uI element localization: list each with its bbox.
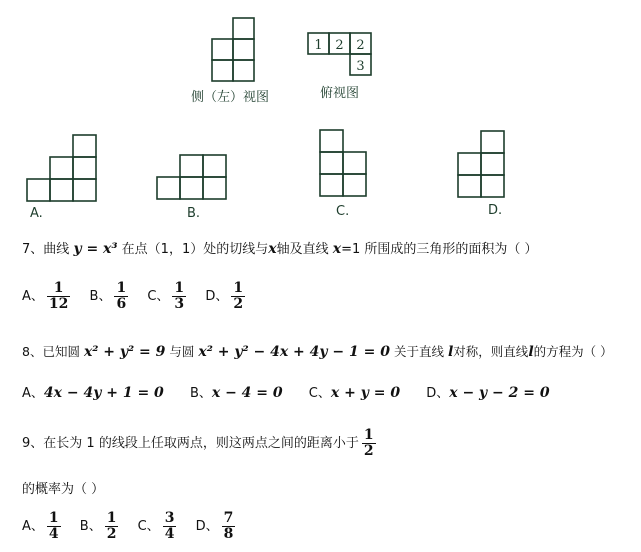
numerator: 3: [164, 510, 175, 526]
numerator: 1: [116, 280, 127, 296]
fraction: [47, 511, 61, 542]
top-view-number: 2: [335, 38, 344, 53]
stem-text: 已知圆: [42, 344, 80, 359]
choice-c-label: C.: [336, 204, 350, 219]
top-view-number: 3: [356, 59, 365, 74]
question-8-options: [22, 382, 550, 401]
fraction: [172, 281, 186, 312]
option-label: D、: [195, 519, 219, 534]
stem-text: 曲线: [43, 242, 70, 257]
stem-text: 与圆: [169, 344, 195, 359]
fraction: [47, 281, 70, 312]
choice-c-figure: [320, 130, 366, 196]
top-view-number: 1: [314, 38, 323, 53]
top-view-figure: [308, 33, 371, 75]
math-variable: x: [268, 241, 277, 257]
choice-b-label: B.: [187, 206, 201, 221]
option-a: [22, 280, 73, 312]
side-view-caption: 侧（左）视图: [191, 90, 270, 105]
option-c: [309, 386, 400, 401]
option-b: [190, 386, 283, 401]
question-7-stem: [22, 238, 538, 257]
stem-text: 在点（1，1）处的切线与: [121, 242, 269, 257]
option-c: [147, 280, 189, 312]
denominator: 2: [106, 526, 117, 542]
question-9-stem: [22, 428, 379, 459]
stem-text: 对称，则直线: [453, 344, 529, 359]
option-label: C、: [147, 289, 170, 304]
option-d: [426, 386, 549, 401]
option-label: A、: [22, 386, 44, 401]
option-expression: x − 4 = 0: [211, 385, 283, 401]
fraction: [231, 281, 245, 312]
option-d: [205, 280, 248, 312]
math-expression: x² + y² − 4x + 4y − 1 = 0: [198, 344, 390, 360]
fraction: [163, 511, 177, 542]
option-label: C、: [308, 386, 331, 401]
option-expression: x + y = 0: [330, 385, 401, 401]
top-view-caption: 俯视图: [320, 86, 360, 101]
option-label: D、: [426, 386, 450, 401]
numerator: 1: [233, 280, 244, 296]
option-label: A、: [22, 289, 44, 304]
choice-d-figure: [458, 131, 504, 197]
denominator: 4: [164, 526, 175, 542]
question-number: 9、: [22, 436, 44, 451]
choice-b-figure: [157, 155, 226, 199]
option-label: B、: [79, 519, 102, 534]
math-variable: l: [447, 344, 454, 360]
question-number: 7、: [22, 242, 44, 257]
denominator: 12: [48, 296, 69, 312]
numerator: 7: [223, 510, 234, 526]
option-a: [22, 386, 164, 401]
option-label: D、: [205, 289, 229, 304]
question-number: 8、: [22, 344, 43, 359]
stem-text: 关于直线: [393, 344, 444, 359]
denominator: 6: [116, 296, 127, 312]
stem-text: =1 所围成的三角形的面积为（ ）: [341, 242, 538, 257]
math-variable: l: [528, 344, 534, 360]
option-b: [79, 510, 122, 542]
option-a: [22, 510, 64, 542]
math-expression: x² + y² = 9: [83, 344, 166, 360]
question-9-options: [22, 511, 250, 542]
choice-a-label: A.: [30, 206, 43, 221]
three-view-figures: [0, 0, 641, 230]
option-d: [195, 510, 239, 542]
option-expression: x − y − 2 = 0: [449, 385, 550, 401]
fraction: [222, 511, 236, 542]
option-label: A、: [22, 519, 44, 534]
fraction: [105, 511, 119, 542]
stem-text: 在长为 1 的线段上任取两点，则这两点之间的距离小于: [43, 436, 359, 451]
option-c: [137, 510, 180, 542]
question-8-stem: [22, 342, 613, 360]
option-label: B、: [189, 386, 212, 401]
fraction: [114, 281, 128, 312]
option-label: C、: [137, 519, 160, 534]
denominator: 2: [233, 296, 244, 312]
choice-d-label: D.: [488, 203, 503, 218]
stem-text: 的方程为（ ）: [533, 344, 613, 359]
side-view-figure: [212, 18, 254, 81]
numerator: 1: [48, 510, 59, 526]
stem-text: 轴及直线: [276, 242, 329, 257]
numerator: 1: [47, 281, 70, 297]
denominator: 8: [223, 526, 234, 542]
fraction: [362, 428, 376, 459]
numerator: 1: [106, 510, 117, 526]
denominator: 3: [174, 296, 185, 312]
question-9-stem-continued: 的概率为（ ）: [22, 482, 105, 497]
denominator: 4: [48, 526, 59, 542]
question-7-options: [22, 281, 260, 312]
top-view-number: 2: [356, 38, 365, 53]
option-expression: 4x − 4y + 1 = 0: [43, 385, 164, 401]
choice-a-figure: [27, 135, 96, 201]
numerator: 1: [174, 280, 185, 296]
denominator: 2: [363, 443, 374, 459]
numerator: 1: [363, 427, 374, 443]
option-b: [89, 280, 132, 312]
math-variable: x: [332, 241, 342, 257]
math-expression: y = x³: [73, 241, 118, 257]
option-label: B、: [89, 289, 112, 304]
